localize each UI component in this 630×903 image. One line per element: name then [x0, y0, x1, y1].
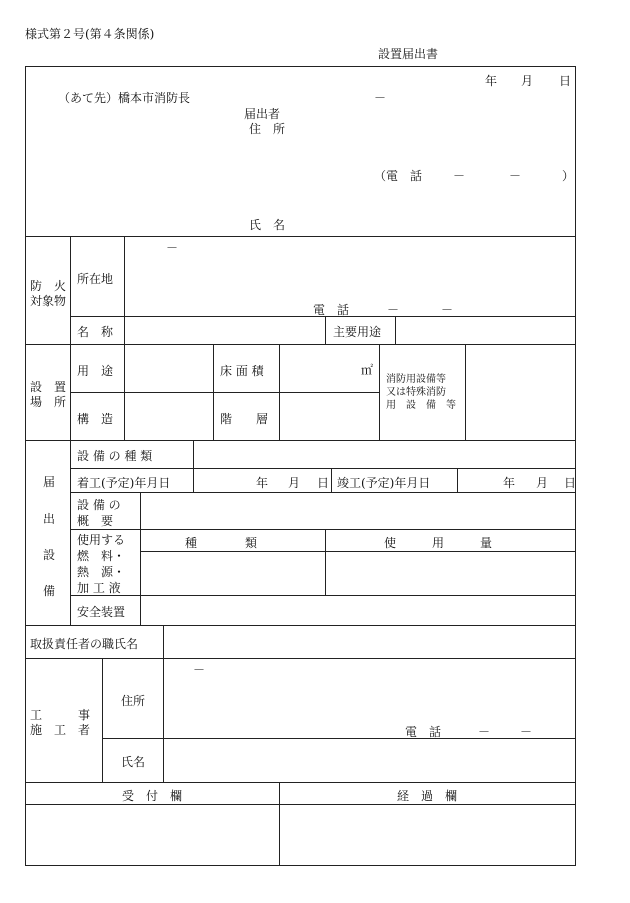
contractor-address-label: 住所	[121, 694, 146, 708]
contractor-label: 工 事	[30, 708, 91, 722]
safety-device-label: 安全装置	[77, 605, 126, 619]
start-year: 年	[256, 476, 269, 490]
location-postal-dash: －	[166, 241, 179, 255]
usage-header: 使 用 量	[384, 536, 493, 550]
divider	[25, 804, 576, 805]
equipment-section-label: 届	[43, 475, 56, 489]
complete-month: 月	[536, 476, 549, 490]
start-date-label: 着工(予定)年月日	[77, 476, 171, 490]
contractor-phone-dash: －	[520, 725, 533, 739]
equipment-section-label: 備	[43, 584, 56, 598]
contractor-phone-label: 電 話	[405, 725, 442, 739]
overview-label: 概 要	[77, 514, 114, 528]
location-phone-dash: －	[441, 303, 454, 317]
floor-area-label: 床 面 積	[220, 364, 264, 378]
location-label: 所在地	[77, 272, 114, 286]
fire-target-label: 防 火	[30, 279, 67, 293]
start-month: 月	[288, 476, 301, 490]
complete-year: 年	[503, 476, 516, 490]
overview-label: 設 備 の	[77, 498, 121, 512]
divider	[70, 492, 576, 493]
equipment-section-label: 設	[43, 548, 56, 562]
kind-header: 種 類	[185, 536, 258, 550]
notifier-phone-open: （電 話	[374, 169, 423, 183]
header-date-day: 日	[559, 74, 572, 88]
install-use-label: 用 途	[77, 364, 114, 378]
equipment-section-label: 出	[43, 512, 56, 526]
location-phone-dash: －	[387, 303, 400, 317]
fuel-label: 熱 源・	[77, 565, 126, 579]
divider	[25, 658, 576, 659]
notifier-label: 届出者	[244, 107, 281, 121]
equipment-label: 用 設 備 等	[386, 400, 456, 411]
col-divider	[124, 236, 125, 440]
border-right	[575, 66, 576, 866]
col-divider	[325, 316, 326, 344]
col-divider	[70, 236, 71, 625]
col-divider	[140, 492, 141, 625]
col-divider	[163, 625, 164, 782]
col-divider	[457, 468, 458, 492]
border-bottom	[25, 865, 576, 866]
complete-day: 日	[564, 476, 577, 490]
divider	[25, 625, 576, 626]
col-divider	[395, 316, 396, 344]
divider	[25, 782, 576, 783]
fuel-label: 加 工 液	[77, 581, 121, 595]
area-unit: ㎡	[361, 363, 374, 377]
notifier-phone-dash: －	[509, 169, 522, 183]
install-place-label: 設 置	[30, 380, 67, 394]
col-divider	[102, 658, 103, 782]
notifier-phone-close: ）	[562, 169, 575, 183]
divider	[25, 440, 576, 441]
complete-date-label: 竣工(予定)年月日	[337, 476, 431, 490]
divider	[102, 738, 576, 739]
floor-level-label: 階 層	[220, 412, 269, 426]
contractor-phone-dash: －	[478, 725, 491, 739]
col-divider	[279, 782, 280, 865]
reception-label: 受 付 欄	[122, 789, 183, 803]
target-name-label: 名 称	[77, 325, 114, 339]
install-place-label: 場 所	[30, 395, 67, 409]
equipment-label: 又は特殊消防	[386, 387, 446, 398]
header-date-year: 年	[485, 74, 498, 88]
fire-target-label: 対象物	[30, 294, 67, 308]
col-divider	[279, 344, 280, 440]
col-divider	[325, 529, 326, 595]
divider	[70, 595, 576, 596]
col-divider	[379, 344, 380, 440]
divider	[70, 529, 576, 530]
progress-label: 経 過 欄	[397, 789, 458, 803]
notifier-phone-dash: －	[453, 169, 466, 183]
divider	[25, 236, 576, 237]
divider	[70, 468, 576, 469]
main-use-label: 主要用途	[333, 325, 382, 339]
location-phone-label: 電 話	[313, 303, 350, 317]
divider	[140, 551, 576, 552]
notifier-address-label: 住 所	[249, 122, 286, 136]
divider	[70, 392, 379, 393]
addressee: （あて先）橋本市消防長	[58, 91, 191, 105]
notifier-postal-dash: －	[374, 91, 387, 105]
contractor-label: 施 工 者	[30, 723, 91, 737]
contractor-name-label: 氏名	[121, 755, 146, 769]
border-top	[25, 66, 576, 67]
header-date-month: 月	[521, 74, 534, 88]
fuel-label: 燃 料・	[77, 549, 126, 563]
start-day: 日	[317, 476, 330, 490]
form-title: 設置届出書	[378, 47, 439, 61]
col-divider	[193, 440, 194, 492]
fuel-label: 使用する	[77, 533, 126, 547]
contractor-postal-dash: －	[193, 663, 206, 677]
equipment-type-label: 設 備 の 種 類	[77, 449, 153, 463]
structure-label: 構 造	[77, 412, 114, 426]
col-divider	[331, 468, 332, 492]
divider	[25, 344, 576, 345]
form-number: 様式第２号(第４条関係)	[25, 27, 155, 41]
col-divider	[465, 344, 466, 440]
border-left	[25, 66, 26, 866]
responsible-person-label: 取扱責任者の職氏名	[30, 637, 139, 651]
notifier-name-label: 氏 名	[249, 218, 286, 232]
equipment-label: 消防用設備等	[386, 374, 446, 385]
col-divider	[213, 344, 214, 440]
